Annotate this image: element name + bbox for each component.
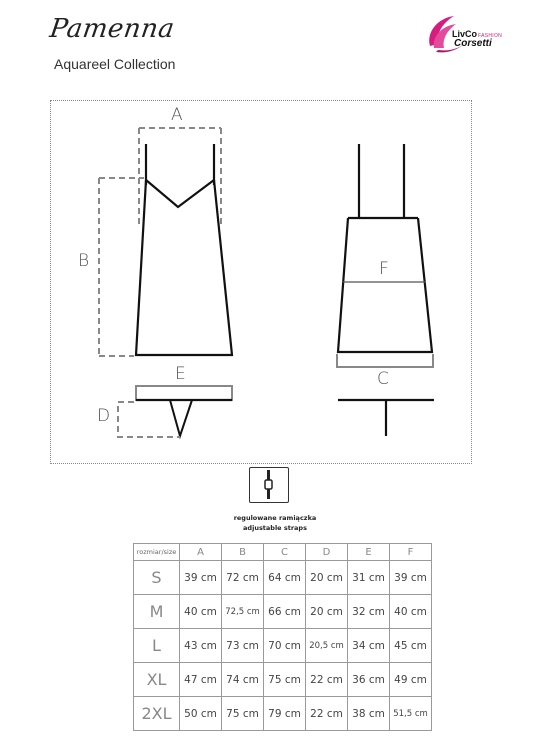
table-cell: 20 cm <box>306 561 348 595</box>
table-cell: 40 cm <box>390 595 432 629</box>
back-view <box>338 144 432 352</box>
table-cell: 47 cm <box>180 663 222 697</box>
table-cell: 34 cm <box>348 629 390 663</box>
label-b: B <box>78 251 90 271</box>
column-header: F <box>390 544 432 561</box>
table-cell: 72 cm <box>222 561 264 595</box>
table-cell: 40 cm <box>180 595 222 629</box>
label-f: F <box>379 259 389 279</box>
logo-text-line1: LivCoFASHION <box>452 29 503 39</box>
table-cell: 79 cm <box>264 697 306 731</box>
table-cell: 36 cm <box>348 663 390 697</box>
size-label: 2XL <box>134 697 180 731</box>
table-row <box>134 629 432 663</box>
table-cell: 49 cm <box>390 663 432 697</box>
table-cell: 31 cm <box>348 561 390 595</box>
size-label: S <box>134 561 180 595</box>
dimension-c <box>337 354 433 367</box>
table-cell: 74 cm <box>222 663 264 697</box>
thong-view <box>118 386 232 437</box>
table-row <box>134 561 432 595</box>
size-label: XL <box>134 663 180 697</box>
table-cell: 75 cm <box>264 663 306 697</box>
table-header-row <box>134 544 432 561</box>
column-header: A <box>180 544 222 561</box>
table-cell: 20 cm <box>306 595 348 629</box>
table-cell: 38 cm <box>348 697 390 731</box>
table-cell: 45 cm <box>390 629 432 663</box>
table-cell: 72,5 cm <box>222 595 264 629</box>
strap-caption-en: adjustable straps <box>243 524 307 532</box>
model-name: Pamenna <box>47 14 177 44</box>
column-header: E <box>348 544 390 561</box>
strap-caption-pl: regulowane ramiączka <box>233 514 317 522</box>
dimension-a <box>139 128 221 228</box>
adjustable-strap-icon <box>249 467 289 503</box>
front-view <box>136 144 232 355</box>
column-header: C <box>264 544 306 561</box>
table-cell: 64 cm <box>264 561 306 595</box>
table-cell: 51,5 cm <box>390 697 432 731</box>
table-row <box>134 697 432 731</box>
label-c: C <box>377 369 389 389</box>
size-label: M <box>134 595 180 629</box>
table-row <box>134 595 432 629</box>
table-cell: 32 cm <box>348 595 390 629</box>
logo-fashion-text: FASHION <box>478 33 503 39</box>
column-header: B <box>222 544 264 561</box>
size-label: L <box>134 629 180 663</box>
table-cell: 70 cm <box>264 629 306 663</box>
table-cell: 50 cm <box>180 697 222 731</box>
collection-name: Aquareel Collection <box>54 56 176 72</box>
table-cell: 22 cm <box>306 663 348 697</box>
table-cell: 20,5 cm <box>306 629 348 663</box>
table-cell: 43 cm <box>180 629 222 663</box>
table-cell: 73 cm <box>222 629 264 663</box>
logo-text-line2: Corsetti <box>454 38 492 49</box>
table-cell: 66 cm <box>264 595 306 629</box>
table-cell: 75 cm <box>222 697 264 731</box>
table-cell: 22 cm <box>306 697 348 731</box>
label-a: A <box>171 105 183 125</box>
label-e: E <box>175 364 186 384</box>
table-row <box>134 663 432 697</box>
table-cell: 39 cm <box>180 561 222 595</box>
table-corner-cell: rozmiar/size <box>134 544 180 561</box>
column-header: D <box>306 544 348 561</box>
table-cell: 39 cm <box>390 561 432 595</box>
size-table <box>133 543 432 731</box>
thong-back-view <box>338 400 434 436</box>
label-d: D <box>97 406 111 426</box>
